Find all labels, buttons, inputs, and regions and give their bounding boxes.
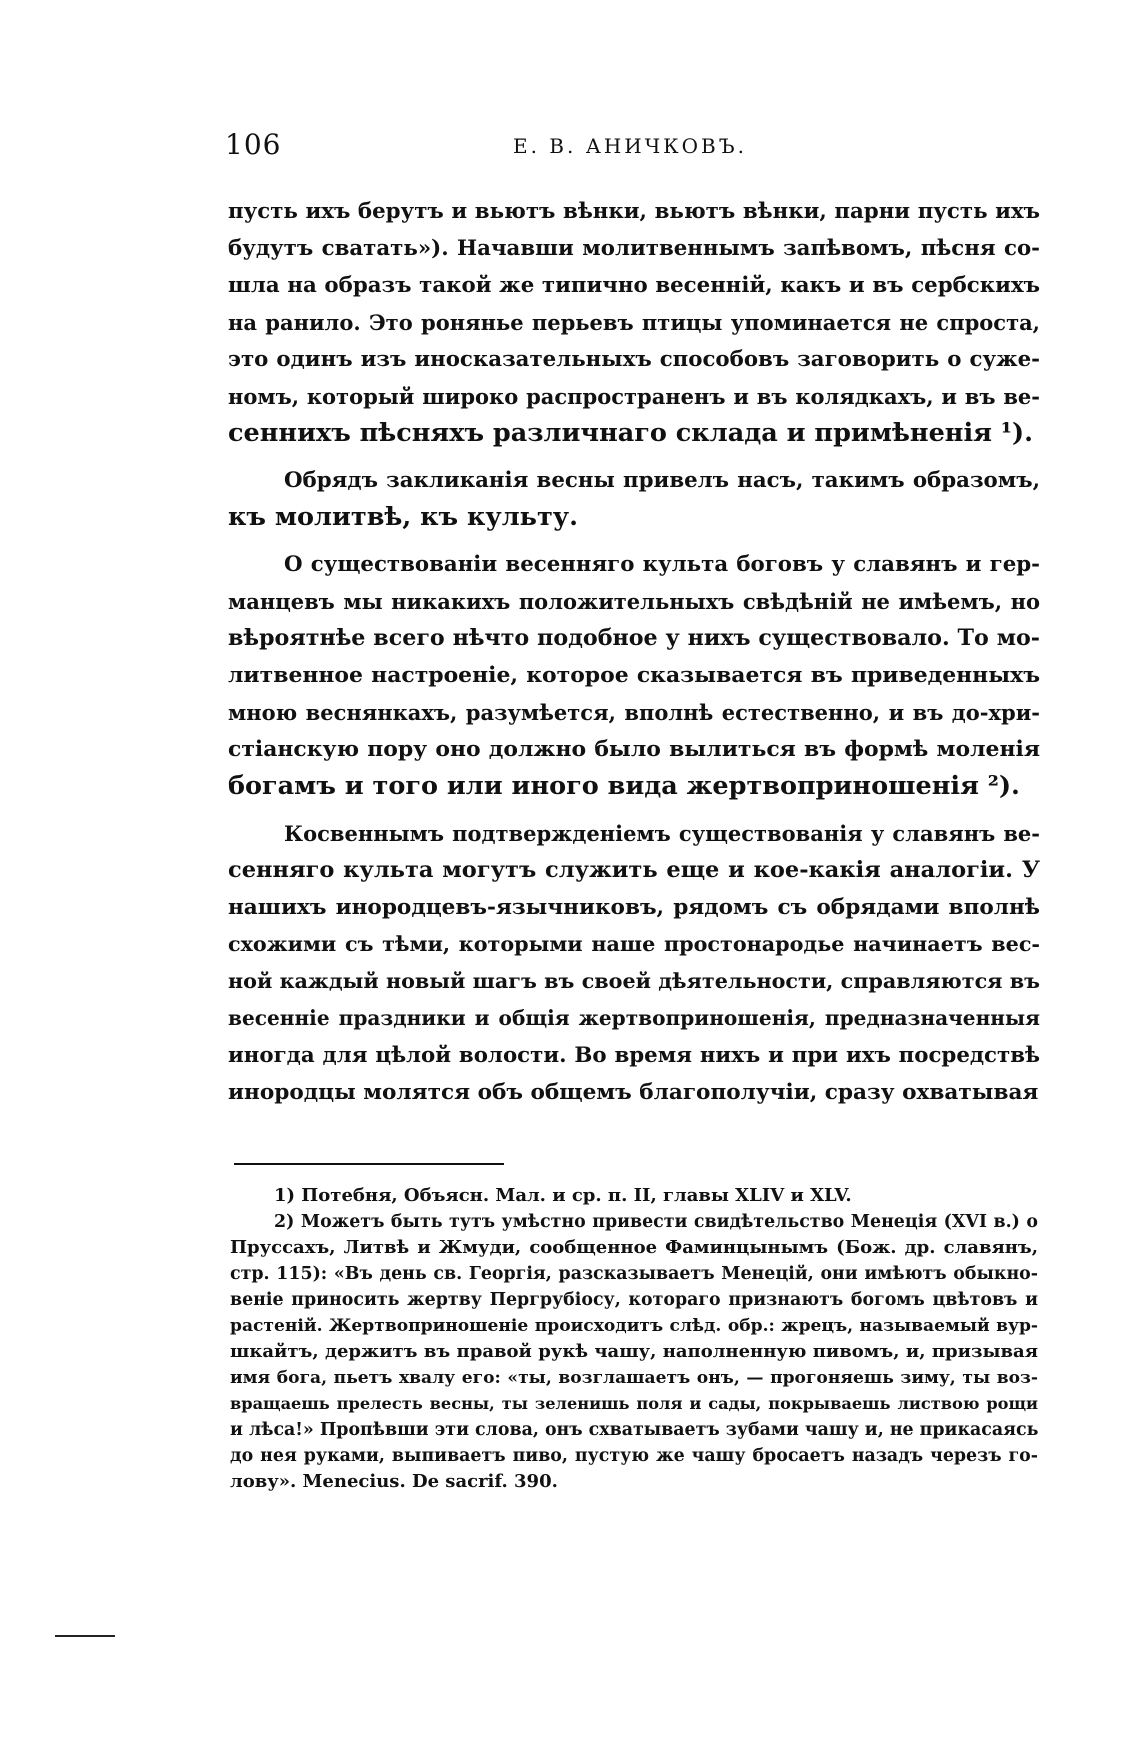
text-line: къ молитвѣ, къ культу. <box>228 502 578 532</box>
paragraph <box>228 193 1040 452</box>
text-line: богамъ и того или иного вида жертвоприношенія ²). <box>228 771 1020 801</box>
text-line: сенняго культа могутъ служить еще и кое-какія аналогіи. У <box>228 857 1040 883</box>
text-line: стіанскую пору оно должно было вылиться въ формѣ моленія <box>228 736 1040 762</box>
text-line: Пруссахъ, Литвѣ и Жмуди, сообщенное Фаминцынымъ (Бож. др. славянъ, <box>230 1237 1038 1258</box>
text-line: 1) Потебня, Объясн. Мал. и ср. п. II, главы XLIV и XLV. <box>274 1185 852 1206</box>
text-line: манцевъ мы никакихъ положительныхъ свѣдѣній не имѣемъ, но <box>228 589 1040 614</box>
text-line: Косвеннымъ подтвержденіемъ существованія у славянъ ве- <box>284 821 1040 846</box>
text-line: шкайтъ, держитъ въ правой рукѣ чашу, наполненную пивомъ, и, призывая <box>230 1341 1038 1362</box>
text-line: лову». Menecius. De sacrif. 390. <box>230 1471 558 1492</box>
main-text <box>228 193 1040 1121</box>
page-number: 106 <box>225 128 282 161</box>
text-line: литвенное настроеніе, которое сказывается въ приведенныхъ <box>228 662 1040 688</box>
running-head: Е. В. АНИЧКОВЪ. <box>512 134 748 158</box>
text-line: Обрядъ закликанія весны привелъ насъ, такимъ образомъ, <box>284 468 1040 493</box>
text-line: 2) Можетъ быть тутъ умѣстно привести свидѣтельство Менеція (XVI в.) о <box>274 1212 1038 1232</box>
text-line: до нея руками, выпиваетъ пиво, пустую же чашу бросаетъ назадъ черезъ го- <box>230 1446 1038 1466</box>
text-line: и лѣса!» Пропѣвши эти слова, онъ схватываетъ зубами чашу и, не прикасаясь <box>230 1420 1039 1440</box>
text-line: стр. 115): «Въ день св. Георгія, разсказываетъ Менецій, они имѣютъ обыкно- <box>230 1264 1038 1284</box>
paragraph <box>228 462 1040 536</box>
text-line: схожими съ тѣми, которыми наше простонародье начинаетъ вес- <box>228 932 1040 956</box>
text-line: это одинъ изъ иносказательныхъ способовъ заговорить о суже- <box>228 347 1040 372</box>
text-line: шла на образъ такой же типично весенній, какъ и въ сербскихъ <box>228 273 1040 298</box>
footnote <box>230 1209 1038 1495</box>
footnotes <box>230 1183 1038 1495</box>
text-line: сеннихъ пѣсняхъ различнаго склада и примѣненія ¹). <box>228 418 1033 448</box>
text-line: О существованіи весенняго культа боговъ у славянъ и гер- <box>284 552 1040 577</box>
text-line: инородцы молятся объ общемъ благополучіи, сразу охватывая <box>228 1080 1039 1105</box>
text-line: вѣроятнѣе всего нѣчто подобное у нихъ существовало. То мо- <box>228 625 1040 651</box>
text-line: мною веснянкахъ, разумѣется, вполнѣ естественно, и въ до-хри- <box>228 700 1040 725</box>
text-line: вращаешь прелесть весны, ты зеленишь поля и сады, покрываешь листвою рощи <box>230 1394 1038 1413</box>
text-line: растеній. Жертвоприношеніе происходитъ слѣд. обр.: жрецъ, называемый вур- <box>230 1316 1038 1336</box>
page-header <box>225 128 1035 168</box>
text-line: весенніе праздники и общія жертвоприношенія, предназначенныя <box>228 1006 1040 1030</box>
text-line: имя бога, пьетъ хвалу его: «ты, возглашаетъ онъ, — прогоняешь зиму, ты воз- <box>230 1368 1038 1388</box>
text-line: ной каждый новый шагъ въ своей дѣятельности, справляются въ <box>228 969 1040 993</box>
paragraph <box>228 815 1040 1111</box>
text-line: будутъ сватать»). Начавши молитвеннымъ запѣвомъ, пѣсня со- <box>228 236 1040 261</box>
footnote <box>230 1183 1038 1209</box>
text-line: иногда для цѣлой волости. Во время нихъ и при ихъ посредствѣ <box>228 1043 1040 1068</box>
margin-mark <box>55 1635 115 1637</box>
text-line: номъ, который широко распространенъ и въ колядкахъ, и въ ве- <box>228 384 1040 409</box>
text-line: нашихъ инородцевъ-язычниковъ, рядомъ съ обрядами вполнѣ <box>228 895 1040 920</box>
text-line: на ранило. Это роняньe перьевъ птицы упоминается не спроста, <box>228 310 1040 335</box>
text-line: веніе приносить жертву Пергрубіосу, котораго признаютъ богомъ цвѣтовъ и <box>230 1290 1038 1310</box>
footnote-divider <box>234 1163 504 1165</box>
text-line: пусть ихъ берутъ и вьютъ вѣнки, вьютъ вѣнки, парни пусть ихъ <box>228 199 1040 224</box>
paragraph <box>228 546 1040 805</box>
